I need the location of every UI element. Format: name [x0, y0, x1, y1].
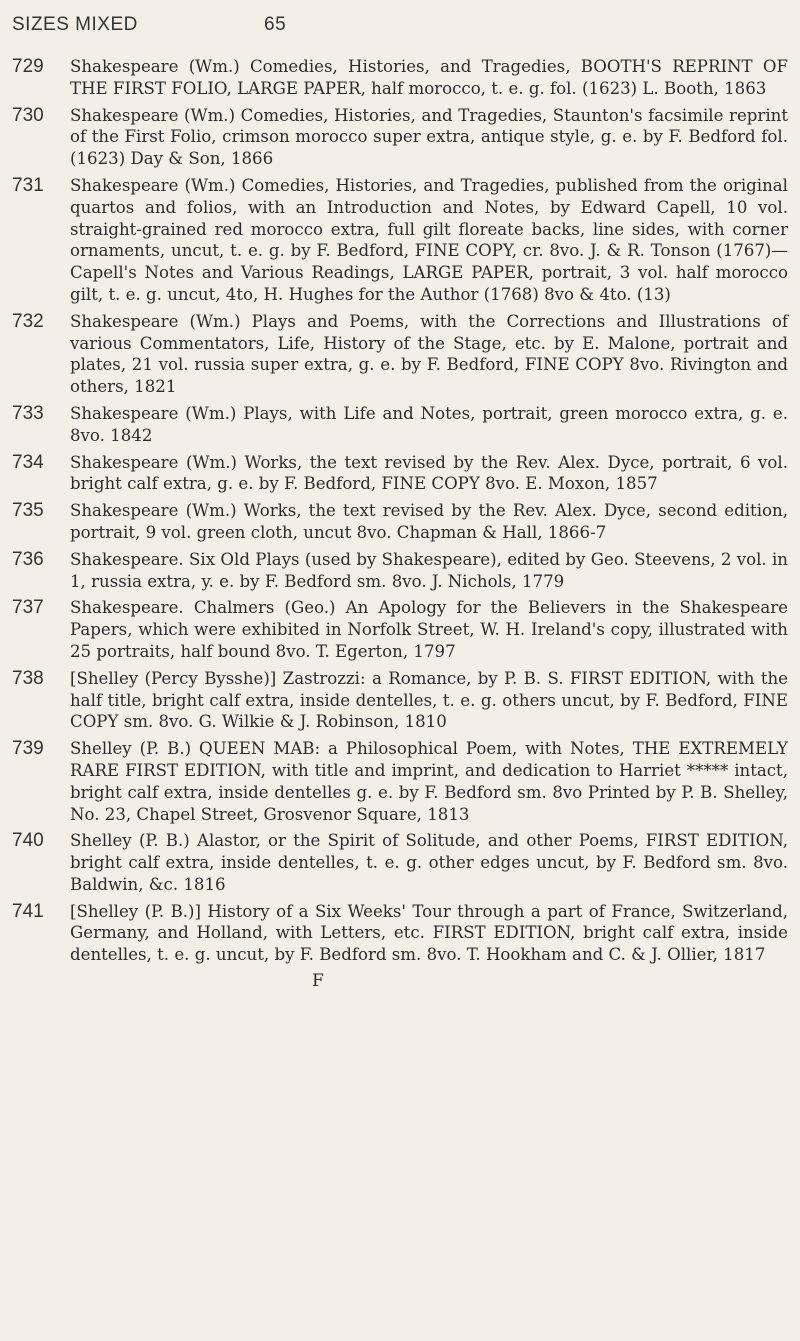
- lot-number: 732: [12, 310, 44, 332]
- lot-number: 731: [12, 174, 44, 196]
- section-heading: SIZES MIXED: [12, 14, 138, 35]
- lot-number: 739: [12, 738, 44, 760]
- lot-description: Shelley (P. B.) Alastor, or the Spirit of Solitude, and other Poems, FIRST EDITION, bright calf extra, inside dentelles, t. e. g. other edges uncut, by F. Bedford sm. 8vo. Baldwin, &c. 1816: [70, 831, 788, 894]
- signature-mark: F: [312, 971, 324, 992]
- lot-description: [Shelley (Percy Bysshe)] Zastrozzi: a Romance, by P. B. S. FIRST EDITION, with the half title, bright calf extra, inside dentelles, t. e. g. others uncut, by F. Bedford, FINE COPY sm. 8vo. G. Wilkie & J. Robinson, 1810: [70, 668, 788, 732]
- lot-number: 740: [12, 830, 44, 852]
- lot-description: Shakespeare. Six Old Plays (used by Shakespeare), edited by Geo. Steevens, 2 vol. in 1, russia extra, y. e. by F. Bedford sm. 8vo. J. Nichols, 1779: [70, 549, 788, 591]
- lot-list: [12, 56, 788, 991]
- lot-entry-736: [12, 549, 788, 593]
- lot-entry-734: [12, 452, 788, 496]
- running-header: [12, 14, 788, 44]
- lot-entry-729: [12, 56, 788, 100]
- lot-number: 738: [12, 667, 44, 689]
- lot-description: Shakespeare (Wm.) Works, the text revised by the Rev. Alex. Dyce, portrait, 6 vol. bright calf extra, g. e. by F. Bedford, FINE COPY 8vo. E. Moxon, 1857: [70, 452, 788, 494]
- lot-number: 734: [12, 451, 44, 473]
- lot-description: Shakespeare (Wm.) Comedies, Histories, and Tragedies, Staunton's facsimile reprint of the First Folio, crimson morocco super extra, antique style, g. e. by F. Bedford fol. (1623) Day & Son, 1866: [70, 105, 788, 169]
- lot-entry-737: [12, 597, 788, 662]
- lot-entry-731: [12, 175, 788, 306]
- lot-entry-730: [12, 105, 788, 170]
- lot-number: 741: [12, 900, 44, 922]
- lot-description: Shakespeare (Wm.) Comedies, Histories, and Tragedies, published from the original quartos and folios, with an Introduction and Notes, by Edward Capell, 10 vol. straight-grained red morocco extra, full gilt floreate backs, line sides, with corner ornaments, uncut, t. e. g. by F. Bedford, FINE COPY, cr. 8vo. J. & R. Tonson (1767)—Capell's Notes and Various Readings, LARGE PAPER, portrait, 3 vol. half morocco gilt, t. e. g. uncut, 4to, H. Hughes for the Author (1768) 8vo & 4to. (13): [70, 175, 788, 304]
- lot-entry-738: [12, 668, 788, 733]
- lot-description: Shelley (P. B.) QUEEN MAB: a Philosophical Poem, with Notes, THE EXTREMELY RARE FIRST EDITION, with title and imprint, and dedication to Harriet ***** intact, bright calf extra, inside dentelles g. e. by F. Bedford sm. 8vo Printed by P. B. Shelley, No. 23, Chapel Street, Grosvenor Square, 1813: [70, 739, 788, 824]
- lot-description: Shakespeare. Chalmers (Geo.) An Apology for the Believers in the Shakespeare Papers, which were exhibited in Norfolk Street, W. H. Ireland's copy, illustrated with 25 portraits, half bound 8vo. T. Egerton, 1797: [70, 598, 788, 661]
- lot-number: 730: [12, 104, 44, 126]
- lot-number: 733: [12, 402, 44, 424]
- lot-description: Shakespeare (Wm.) Comedies, Histories, and Tragedies, BOOTH'S REPRINT OF THE FIRST FOLIO, LARGE PAPER, half morocco, t. e. g. fol. (1623) L. Booth, 1863: [70, 57, 788, 98]
- page-number: 65: [264, 14, 287, 35]
- lot-number: 735: [12, 500, 44, 522]
- lot-number: 729: [12, 56, 44, 77]
- lot-entry-735: [12, 500, 788, 544]
- lot-entry-732: [12, 311, 788, 398]
- lot-entry-741: [12, 901, 788, 966]
- lot-description: Shakespeare (Wm.) Plays and Poems, with the Corrections and Illustrations of various Commentators, Life, History of the Stage, etc. by E. Malone, portrait and plates, 21 vol. russia super extra, g. e. by F. Bedford, FINE COPY 8vo. Rivington and others, 1821: [70, 311, 788, 397]
- lot-description: [Shelley (P. B.)] History of a Six Weeks' Tour through a part of France, Switzerland, Germany, and Holland, with Letters, etc. FIRST EDITION, bright calf extra, inside dentelles, t. e. g. uncut, by F. Bedford sm. 8vo. T. Hookham and C. & J. Ollier, 1817: [70, 901, 788, 965]
- lot-description: Shakespeare (Wm.) Plays, with Life and Notes, portrait, green morocco extra, g. e. 8vo. 1842: [70, 403, 788, 445]
- lot-entry-733: [12, 403, 788, 447]
- lot-number: 737: [12, 597, 44, 619]
- lot-number: 736: [12, 548, 44, 570]
- lot-description: Shakespeare (Wm.) Works, the text revised by the Rev. Alex. Dyce, second edition, portrait, 9 vol. green cloth, uncut 8vo. Chapman & Hall, 1866-7: [70, 501, 788, 542]
- lot-entry-740: [12, 830, 788, 895]
- lot-entry-739: [12, 738, 788, 825]
